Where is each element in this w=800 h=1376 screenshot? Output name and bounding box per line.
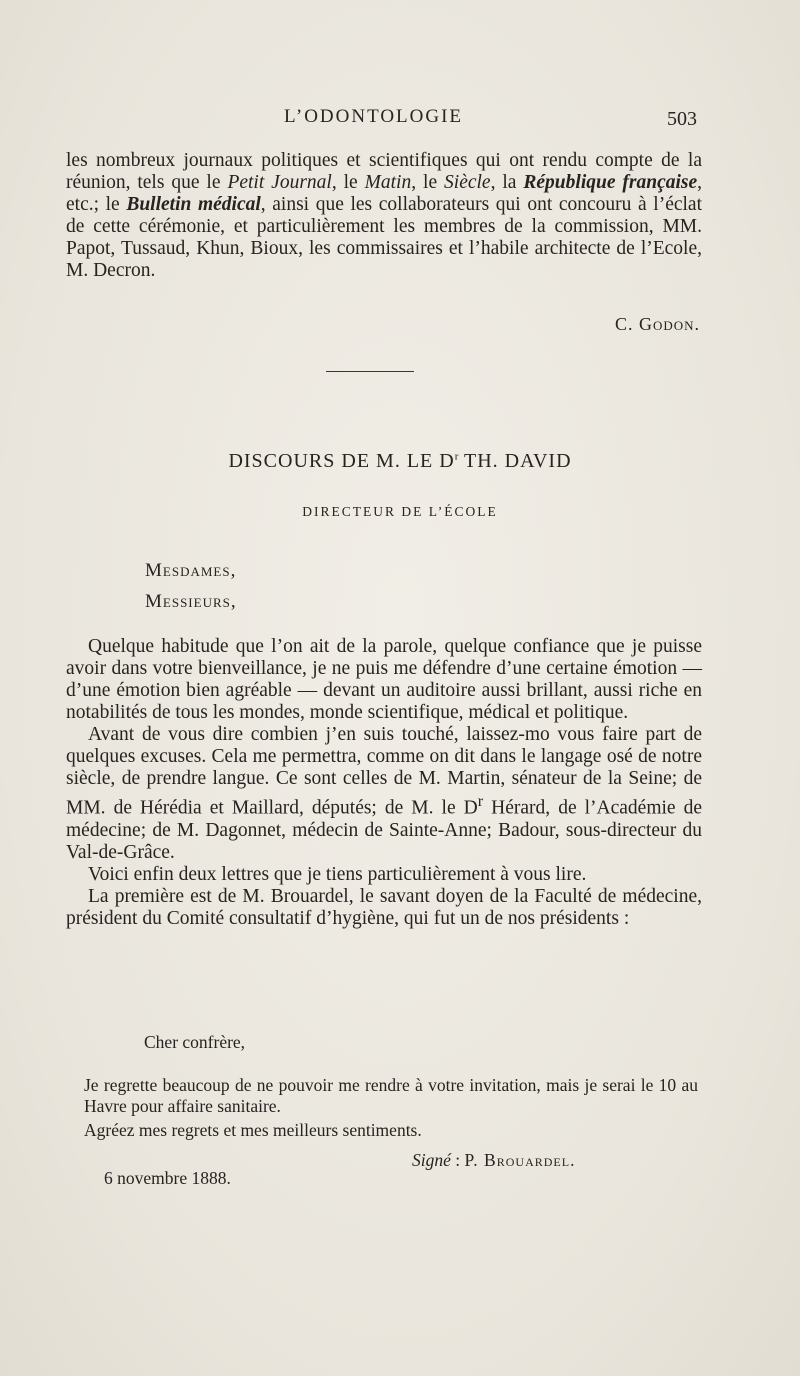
discours-paragraph-1: Quelque habitude que l’on ait de la parole, quelque confiance que je puisse avoir dans votre bienveillance, je ne puis me défendre d’une certaine émotion — d’une émotion bien agréable — devant un auditoire aussi brillant, aussi riche en notabilités de tous les mondes, monde scientifique, médical et politique. bbox=[66, 636, 702, 723]
salutation-mesdames: Mesdames, bbox=[145, 560, 237, 581]
letter-greeting-text: Cher confrère, bbox=[144, 1032, 246, 1052]
letter-body bbox=[84, 1075, 698, 1117]
journal-name-bulletin: Bulletin médical bbox=[126, 194, 261, 215]
discours-paragraph-4: La première est de M. Brouardel, le savant doyen de la Faculté de médecine, président du Comité consultatif d’hygiène, qui fut un de nos présidents : bbox=[66, 885, 702, 929]
intro-section bbox=[66, 150, 702, 282]
intro-text-d: , la bbox=[490, 172, 524, 193]
letter-date: 6 novembre 1888. bbox=[104, 1168, 231, 1188]
intro-text-a: les nombreux journaux politiques et scientifiques qui ont rendu compte de la réunion, tels que le bbox=[66, 150, 702, 193]
letter-greeting bbox=[84, 1032, 698, 1053]
signed-separator: : bbox=[450, 1150, 465, 1170]
discours-p2-text-b: Hérard, de l’Académie de médecine; de M. Dagonnet, médecin de Sainte-Anne; Badour, sous-directeur du Val-de-Grâce. bbox=[66, 797, 702, 863]
discours-p2-sup: r bbox=[477, 792, 484, 810]
journal-name-petit-journal: Petit Journal bbox=[227, 172, 332, 193]
discours-title-sup: r bbox=[454, 450, 459, 463]
journal-name-matin: Matin bbox=[364, 172, 412, 193]
discours-title bbox=[0, 450, 800, 473]
godon-signature: C. Godon. bbox=[614, 314, 700, 334]
letter-closing bbox=[84, 1120, 698, 1141]
intro-text-b: , le bbox=[331, 172, 365, 193]
discours-p2-text-a: Avant de vous dire combien j’en suis touché, laissez-mo vous faire part de quelques excuses. Cela me permettra, comme on dit dans le langage osé de notre siècle, de prendre langue. Ce sont celles de M. Martin, sénateur de la Seine; de MM. de Hérédia et Maillard, députés; de M. le D bbox=[66, 724, 702, 819]
section-divider bbox=[326, 371, 414, 372]
journal-name-republique: République française bbox=[523, 172, 698, 193]
signed-name: P. Brouardel. bbox=[464, 1150, 576, 1170]
discours-title-post: TH. DAVID bbox=[458, 450, 572, 472]
intro-text-e: , etc.; le bbox=[66, 172, 703, 215]
letter-closing-text: Agréez mes regrets et mes meilleurs sentiments. bbox=[84, 1120, 422, 1140]
page-number: 503 bbox=[667, 108, 697, 130]
signed-label: Signé bbox=[412, 1150, 451, 1170]
journal-name-siecle: Siècle bbox=[444, 172, 491, 193]
letter-signature bbox=[412, 1150, 575, 1171]
page-header bbox=[0, 104, 800, 136]
discours-paragraph-3: Voici enfin deux lettres que je tiens particulièrement à vous lire. bbox=[88, 863, 587, 885]
discours-title-pre: DISCOURS DE M. LE D bbox=[228, 450, 455, 472]
running-title: L’ODONTOLOGIE bbox=[284, 106, 464, 127]
discours-paragraph-2 bbox=[66, 724, 702, 864]
discours-subtitle: DIRECTEUR DE L’ÉCOLE bbox=[302, 504, 498, 519]
intro-text-c: , le bbox=[411, 172, 445, 193]
salutation-messieurs: Messieurs, bbox=[145, 591, 237, 612]
intro-paragraph bbox=[66, 150, 702, 282]
letter-body-text: Je regrette beaucoup de ne pouvoir me rendre à votre invitation, mais je serai le 10 au Havre pour affaire sanitaire. bbox=[84, 1075, 698, 1116]
intro-text-f: , ainsi que les collaborateurs qui ont concouru à l’éclat de cette cérémonie, et particulièrement les membres de la commission, MM. Papot, Tussaud, Khun, Bioux, les commissaires et l’habile architecte de l’Ecole, M. Decron. bbox=[66, 194, 703, 281]
discours-body bbox=[66, 636, 702, 930]
